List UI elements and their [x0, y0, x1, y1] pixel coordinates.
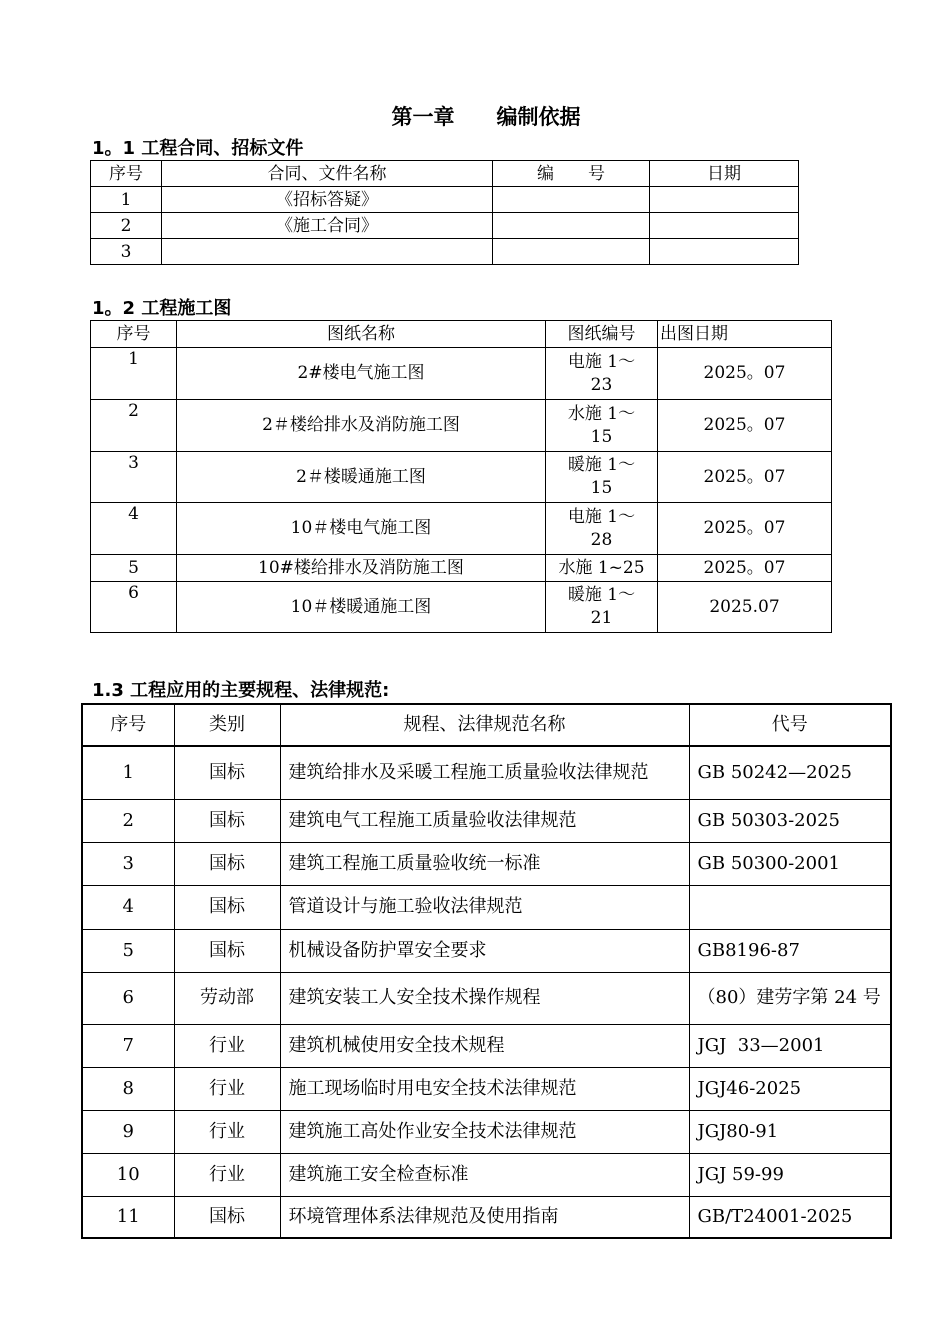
- table-cell: JGJ80-91: [689, 1110, 891, 1153]
- table-cell: 11: [82, 1196, 174, 1238]
- chapter-title: 第一章 编制依据: [391, 105, 581, 129]
- table-cell: 机械设备防护罩安全要求: [280, 929, 689, 972]
- table-header-row: [91, 321, 832, 348]
- table-row: [91, 213, 799, 239]
- table-header-row: [82, 704, 891, 746]
- table-cell: 9: [82, 1110, 174, 1153]
- table-cell: [493, 239, 650, 265]
- table-row: [82, 972, 891, 1024]
- table-row: [91, 452, 832, 503]
- table-cell: （80）建劳字第 24 号: [689, 972, 891, 1024]
- table-cell: 8: [82, 1067, 174, 1110]
- table-cell: 2＃楼给排水及消防施工图: [177, 400, 546, 452]
- table-cell: JGJ 59-99: [689, 1153, 891, 1196]
- table-cell: 劳动部: [174, 972, 280, 1024]
- regulations-table: [81, 703, 892, 1239]
- table-row: [82, 1110, 891, 1153]
- table-cell: 国标: [174, 842, 280, 885]
- table-cell: 10＃楼暖通施工图: [177, 582, 546, 633]
- header-cell: 图纸编号: [546, 321, 658, 348]
- table-cell: 国标: [174, 1196, 280, 1238]
- header-cell: 序号: [82, 704, 174, 746]
- table-cell: 建筑机械使用安全技术规程: [280, 1024, 689, 1067]
- table-cell: 行业: [174, 1024, 280, 1067]
- table-row: [82, 746, 891, 799]
- table-cell: 2025。07: [658, 452, 832, 503]
- table-cell: 2: [91, 400, 177, 452]
- table-cell: 10#楼给排水及消防施工图: [177, 555, 546, 582]
- table-row: [91, 400, 832, 452]
- table-cell: GB 50300-2001: [689, 842, 891, 885]
- table-cell: 7: [82, 1024, 174, 1067]
- header-cell: 类别: [174, 704, 280, 746]
- table-cell: 2#楼电气施工图: [177, 348, 546, 400]
- table-cell: 2025.07: [658, 582, 832, 633]
- table-cell: JGJ 33—2001: [689, 1024, 891, 1067]
- table-cell: [689, 885, 891, 929]
- table-cell: 2＃楼暖通施工图: [177, 452, 546, 503]
- table-row: [91, 503, 832, 555]
- table-cell: 国标: [174, 746, 280, 799]
- table-cell: [493, 213, 650, 239]
- header-cell: 合同、文件名称: [162, 161, 493, 187]
- table-cell: [162, 239, 493, 265]
- table-cell: 10＃楼电气施工图: [177, 503, 546, 555]
- table-cell: GB 50242—2025: [689, 746, 891, 799]
- table-cell: 施工现场临时用电安全技术法律规范: [280, 1067, 689, 1110]
- section-2-title: 1。2 工程施工图: [92, 298, 232, 319]
- table-cell: GB 50303-2025: [689, 799, 891, 842]
- header-cell: 序号: [91, 161, 162, 187]
- table-cell: 国标: [174, 929, 280, 972]
- table-row: [82, 799, 891, 842]
- table-cell: 3: [91, 239, 162, 265]
- table-cell: 水施 1～ 15: [546, 400, 658, 452]
- table-cell: 10: [82, 1153, 174, 1196]
- table-cell: 2025。07: [658, 555, 832, 582]
- table-cell: 行业: [174, 1067, 280, 1110]
- header-cell: 日期: [650, 161, 799, 187]
- section-1-title: 1。1 工程合同、招标文件: [92, 138, 304, 159]
- table-cell: 环境管理体系法律规范及使用指南: [280, 1196, 689, 1238]
- table-cell: 管道设计与施工验收法律规范: [280, 885, 689, 929]
- table-cell: 2025。07: [658, 503, 832, 555]
- table-cell: 1: [91, 348, 177, 400]
- table-cell: 《招标答疑》: [162, 187, 493, 213]
- table-cell: 建筑施工安全检查标准: [280, 1153, 689, 1196]
- table-cell: [493, 187, 650, 213]
- table-cell: 《施工合同》: [162, 213, 493, 239]
- contract-documents-table: [90, 160, 799, 265]
- table-row: [91, 582, 832, 633]
- table-row: [82, 885, 891, 929]
- table-cell: JGJ46-2025: [689, 1067, 891, 1110]
- table-cell: 6: [91, 582, 177, 633]
- table-cell: 3: [91, 452, 177, 503]
- table-cell: 2025。07: [658, 400, 832, 452]
- table-row: [82, 842, 891, 885]
- table-cell: 行业: [174, 1153, 280, 1196]
- table-cell: 电施 1～ 28: [546, 503, 658, 555]
- table-cell: 2025。07: [658, 348, 832, 400]
- table-row: [82, 1067, 891, 1110]
- table-row: [82, 1196, 891, 1238]
- table-cell: 3: [82, 842, 174, 885]
- table-row: [91, 555, 832, 582]
- table-cell: 6: [82, 972, 174, 1024]
- table-cell: GB/T24001-2025: [689, 1196, 891, 1238]
- header-cell: 代号: [689, 704, 891, 746]
- table-row: [91, 239, 799, 265]
- table-row: [82, 1024, 891, 1067]
- table-cell: 建筑给排水及采暖工程施工质量验收法律规范: [280, 746, 689, 799]
- table-cell: 1: [91, 187, 162, 213]
- header-cell: 出图日期: [658, 321, 832, 348]
- table-cell: [650, 239, 799, 265]
- table-cell: 行业: [174, 1110, 280, 1153]
- table-cell: 1: [82, 746, 174, 799]
- table-cell: 国标: [174, 799, 280, 842]
- table-cell: 国标: [174, 885, 280, 929]
- table-cell: 2: [82, 799, 174, 842]
- table-cell: GB8196-87: [689, 929, 891, 972]
- drawings-table: [90, 320, 832, 633]
- table-cell: [650, 187, 799, 213]
- table-cell: 建筑施工高处作业安全技术法律规范: [280, 1110, 689, 1153]
- header-cell: 图纸名称: [177, 321, 546, 348]
- table-row: [82, 1153, 891, 1196]
- table-cell: 暖施 1～ 21: [546, 582, 658, 633]
- section-3-title: 1.3 工程应用的主要规程、法律规范:: [92, 680, 390, 701]
- table-cell: 水施 1~25: [546, 555, 658, 582]
- table-cell: 5: [91, 555, 177, 582]
- table-cell: 建筑电气工程施工质量验收法律规范: [280, 799, 689, 842]
- table-cell: 2: [91, 213, 162, 239]
- table-cell: 4: [91, 503, 177, 555]
- header-cell: 序号: [91, 321, 177, 348]
- table-cell: 4: [82, 885, 174, 929]
- table-cell: 5: [82, 929, 174, 972]
- table-cell: 建筑工程施工质量验收统一标准: [280, 842, 689, 885]
- table-cell: 暖施 1～ 15: [546, 452, 658, 503]
- header-cell: 编 号: [493, 161, 650, 187]
- table-row: [82, 929, 891, 972]
- table-row: [91, 187, 799, 213]
- table-cell: 建筑安装工人安全技术操作规程: [280, 972, 689, 1024]
- table-header-row: [91, 161, 799, 187]
- table-cell: 电施 1～ 23: [546, 348, 658, 400]
- table-cell: [650, 213, 799, 239]
- table-row: [91, 348, 832, 400]
- header-cell: 规程、法律规范名称: [280, 704, 689, 746]
